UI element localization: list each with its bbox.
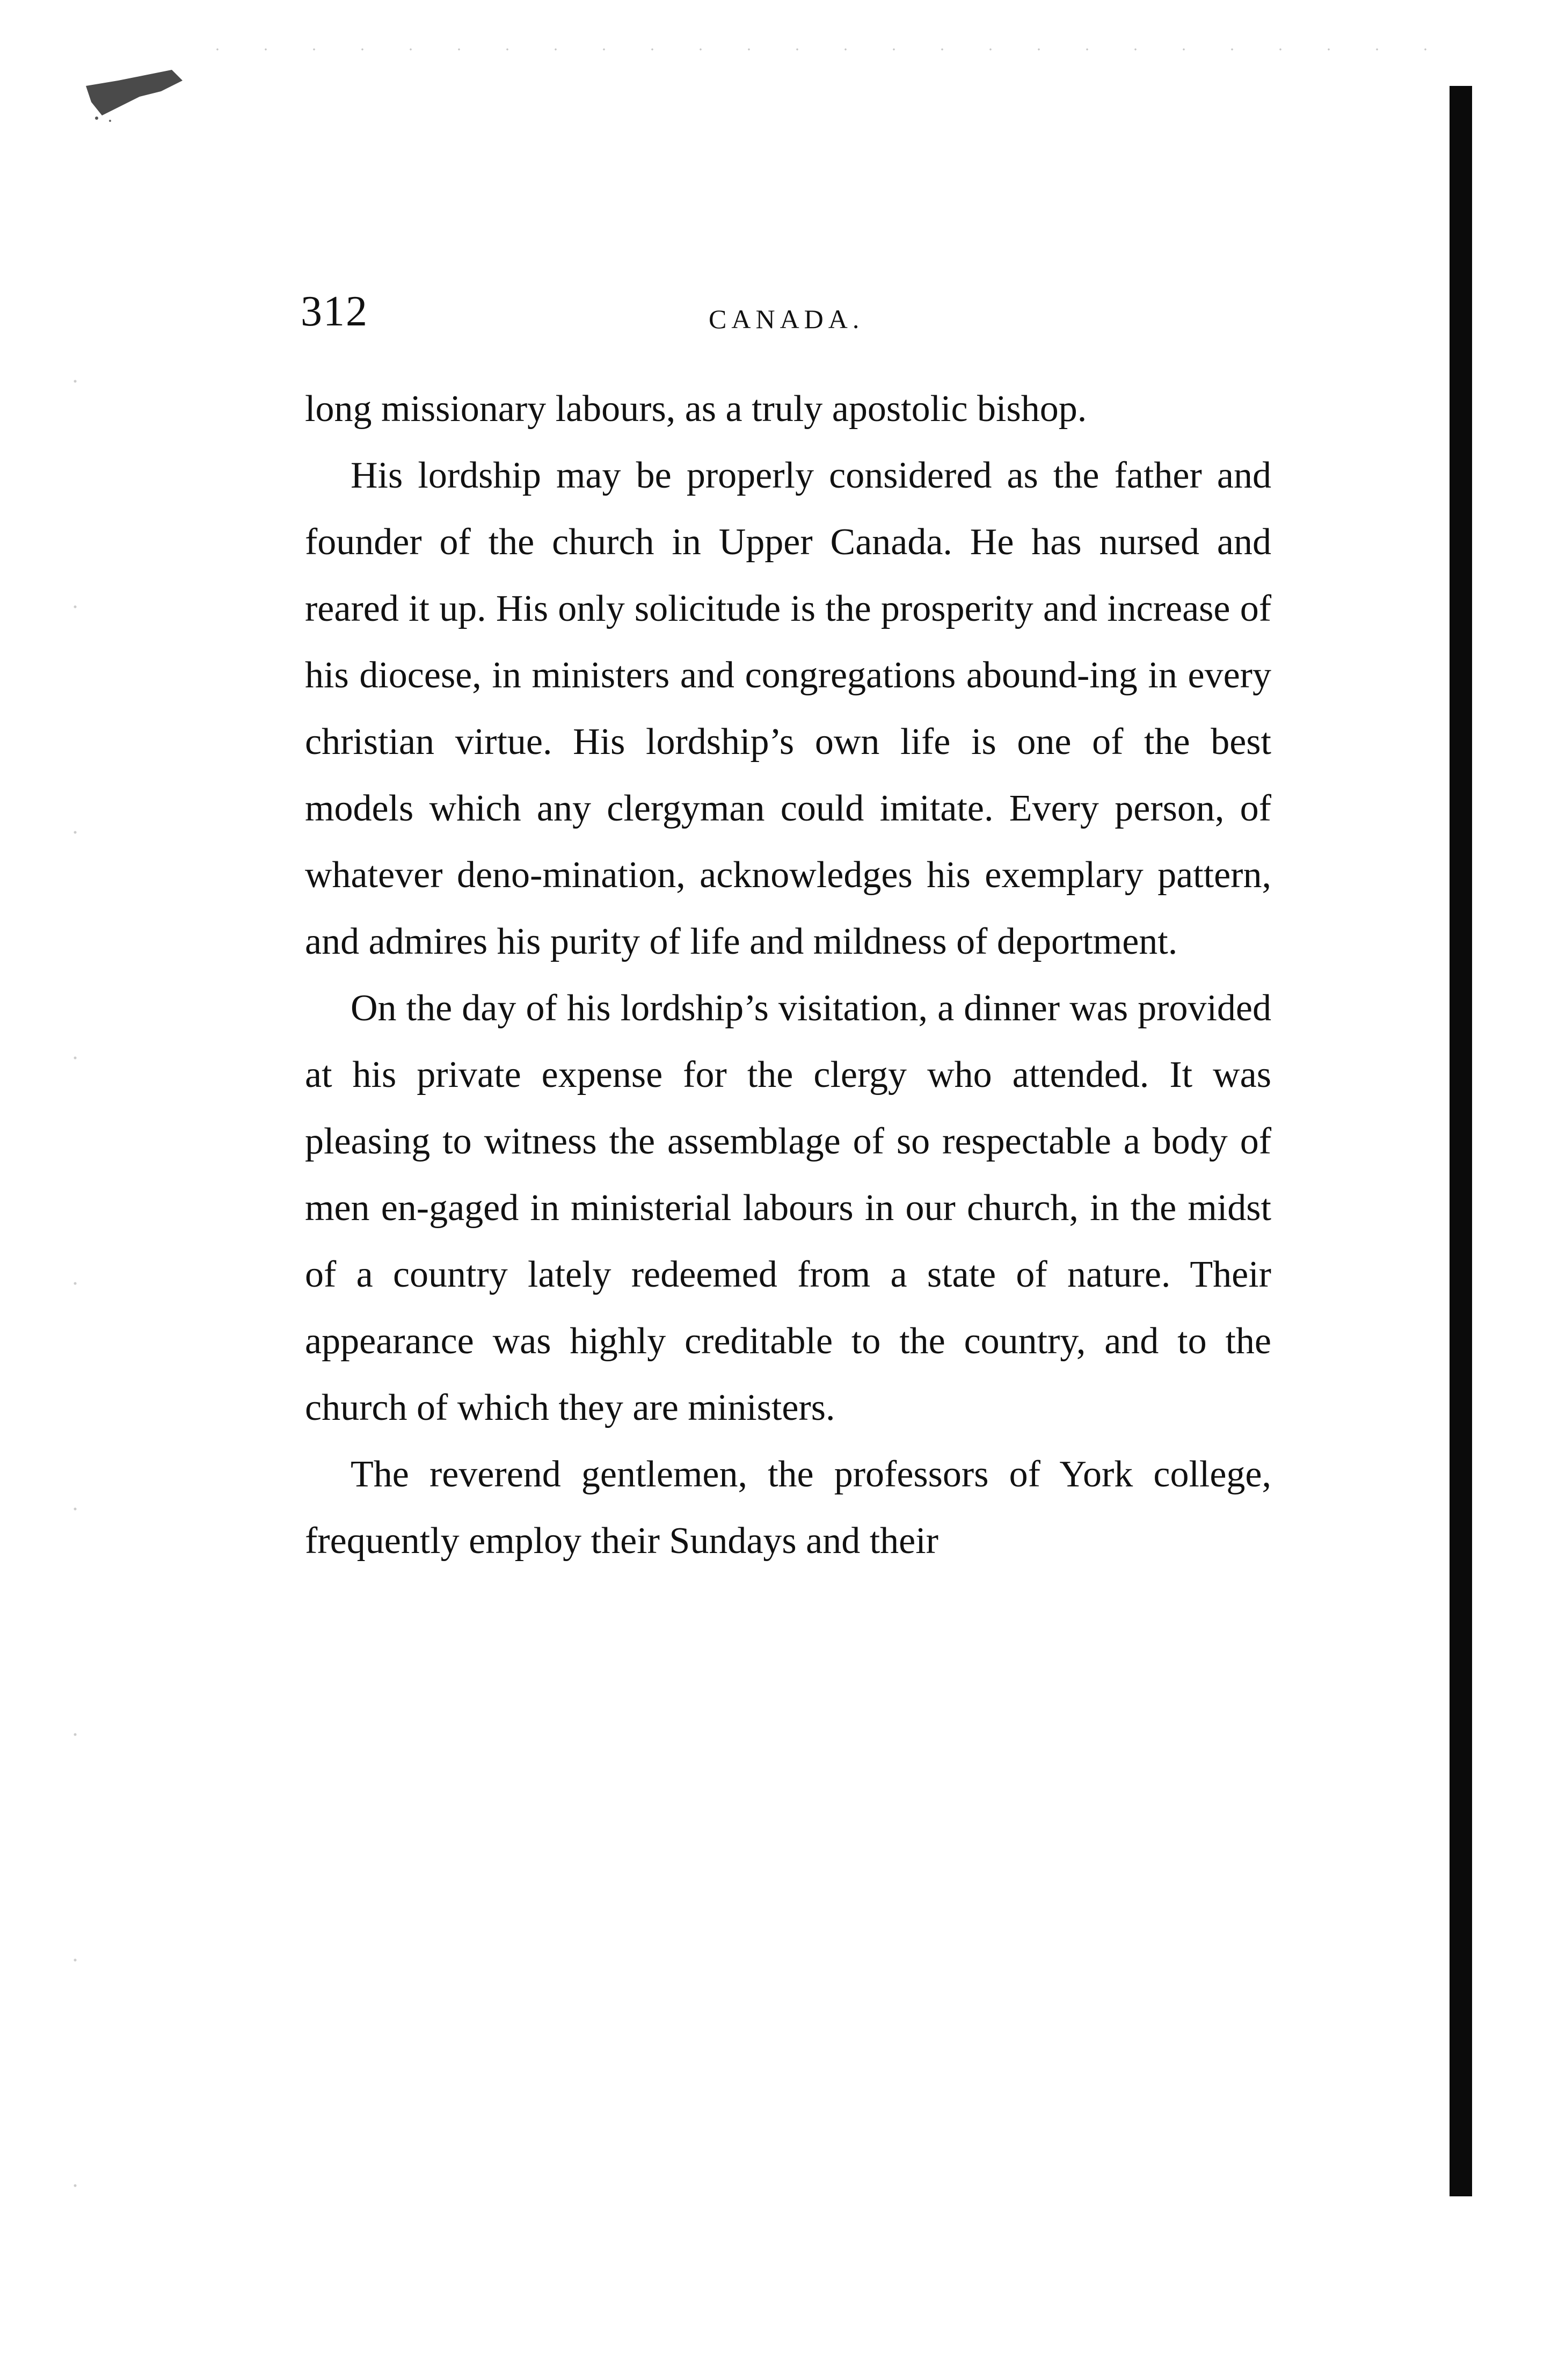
running-head: CANADA. [709, 304, 864, 334]
paragraph-continued: long missionary labours, as a truly apostolic bishop. [305, 388, 1087, 430]
binding-shadow [1450, 86, 1472, 2196]
paragraph-visitation: On the day of his lordship’s visitation, a dinner was provided at his private expense for the clergy who attended. It was pleasing to witness the assemblage of so respectable a body of men en-gaged in ministerial labours in our church, in the midst of a country lately redeemed from a state of nature. Their appearance was highly creditable to the country, and to the church of which they are ministers. [305, 988, 1271, 1428]
paragraph-lordship: His lordship may be properly considered as the father and founder of the church in Upper Canada. He has nursed and reared it up. His only solicitude is the prosperity and increase of his diocese, in ministers and congregations abound-ing in every christian virtue. His lordship’s own life is one of the best models which any clergyman could imitate. Every person, of whatever deno-mination, acknowledges his exemplary pattern, and admires his purity of life and mildness of deportment. [305, 455, 1271, 962]
body-text [305, 376, 1271, 1574]
paragraph-professors: The reverend gentlemen, the professors of York college, frequently employ their Sundays and their [305, 1454, 1271, 1562]
page-number: 312 [301, 288, 368, 335]
page-header [301, 279, 1267, 344]
scan-margin-dots [64, 269, 86, 2309]
scan-speckle [193, 43, 1444, 59]
torn-corner-mark [81, 64, 193, 124]
